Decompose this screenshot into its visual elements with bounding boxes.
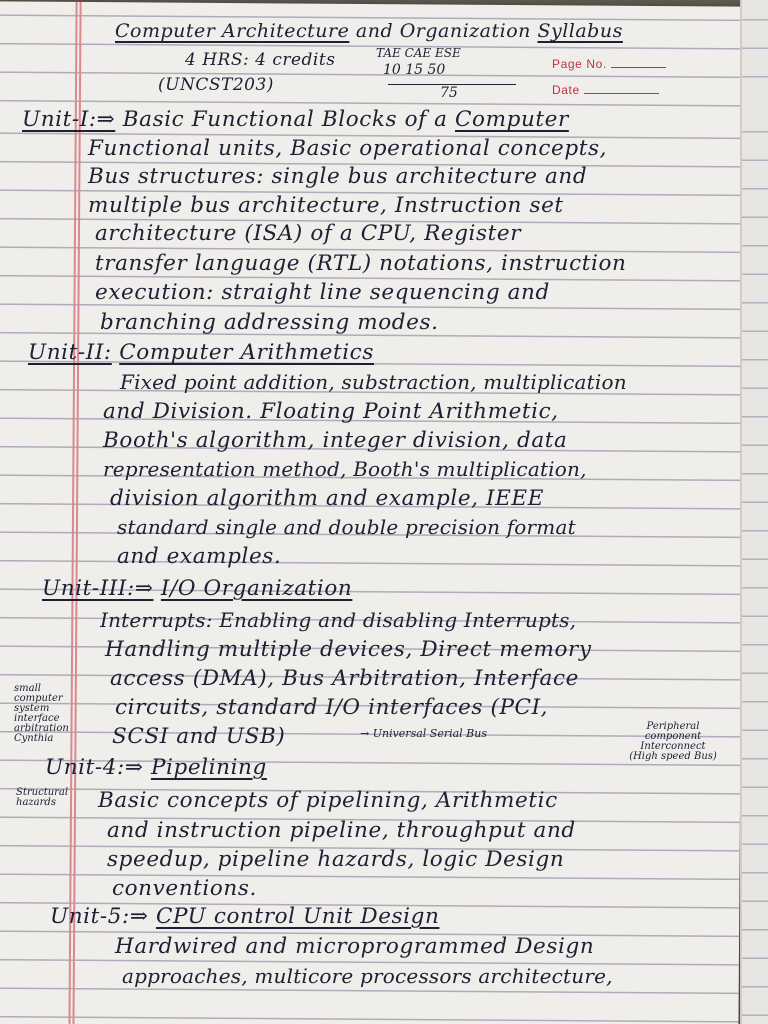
hazard-annotation xyxy=(16,788,91,808)
text-line: Booth's algorithm, integer division, data xyxy=(103,428,568,453)
text-line: Bus structures: single bus architecture and xyxy=(88,164,588,189)
unit-label: Unit-I:⇒ xyxy=(22,107,116,132)
text-line: Hardwired and microprogrammed Design xyxy=(115,934,595,959)
title-part: Syllabus xyxy=(537,20,623,42)
marks-labels: TAE CAE ESE xyxy=(376,46,461,60)
marks-total: 75 xyxy=(440,85,458,101)
text-line: execution: straight line sequencing and xyxy=(95,280,550,305)
unit-label: Unit-5:⇒ xyxy=(50,904,149,929)
unit-label: Unit-II: xyxy=(28,340,112,365)
annotation-line: Interconnect xyxy=(640,741,706,752)
annotation-line: interface xyxy=(14,713,60,724)
text-line: division algorithm and example, IEEE xyxy=(110,486,544,511)
unit-title: Pipelining xyxy=(150,755,267,780)
annotation-line: hazards xyxy=(16,797,56,808)
annotation-line: (High speed Bus) xyxy=(629,751,717,762)
annotation-line: component xyxy=(644,731,702,742)
date-blank xyxy=(584,93,659,94)
unit-label: Unit-III:⇒ xyxy=(42,576,154,601)
annotation-line: Peripheral xyxy=(646,721,700,732)
title-part: and Organization xyxy=(355,20,531,42)
scsi-annotation xyxy=(14,684,86,744)
unit-title: Computer xyxy=(455,107,569,132)
unit-title: CPU control Unit Design xyxy=(155,904,440,929)
unit-3-heading xyxy=(42,576,352,601)
page-no-label: Page No. xyxy=(552,57,607,71)
text-line: Interrupts: Enabling and disabling Interrupts, xyxy=(100,608,577,632)
pci-annotation xyxy=(628,722,718,762)
annotation-line: small xyxy=(14,683,41,694)
title-part: Computer Architecture xyxy=(115,20,350,42)
annotation-line: Cynthia xyxy=(14,733,54,744)
text-line: and instruction pipeline, throughput and xyxy=(107,818,576,843)
course-code: (UNCST203) xyxy=(158,75,274,95)
unit-2-heading xyxy=(28,340,374,365)
annotation-line: arbitration xyxy=(14,723,69,734)
text-line: representation method, Booth's multiplication, xyxy=(103,457,587,481)
syllabus-title xyxy=(115,20,623,42)
unit-label: Unit-4:⇒ xyxy=(45,755,144,780)
page-no-blank xyxy=(611,67,666,68)
annotation-line: computer xyxy=(14,693,63,704)
text-line: and Division. Floating Point Arithmetic, xyxy=(103,399,559,424)
text-line: and examples. xyxy=(117,544,282,569)
text-line: transfer language (RTL) notations, instruction xyxy=(95,251,627,276)
unit-title: Computer Arithmetics xyxy=(119,340,374,365)
marks-values: 10 15 50 xyxy=(383,62,446,78)
unit-title: I/O Organization xyxy=(160,576,353,601)
text-line: conventions. xyxy=(112,876,257,901)
date-field xyxy=(552,83,659,97)
text-line: multiple bus architecture, Instruction set xyxy=(88,193,564,218)
unit-4-heading xyxy=(45,755,267,780)
text-line: Fixed point addition, substraction, multiplication xyxy=(120,370,627,394)
text-line: circuits, standard I/O interfaces (PCI, xyxy=(115,695,549,720)
annotation-line: system xyxy=(14,703,50,714)
text-line: access (DMA), Bus Arbitration, Interface xyxy=(110,666,579,691)
text-line: SCSI and USB) xyxy=(112,724,286,749)
unit-1-heading xyxy=(22,107,569,132)
unit-5-heading xyxy=(50,904,439,929)
text-line: branching addressing modes. xyxy=(100,310,439,335)
text-line: standard single and double precision format xyxy=(117,515,576,539)
text-line: Handling multiple devices, Direct memory xyxy=(105,637,592,662)
text-line: speedup, pipeline hazards, logic Design xyxy=(107,847,565,872)
usb-annotation: → Universal Serial Bus xyxy=(360,727,487,740)
hours-credits: 4 HRS: 4 credits xyxy=(185,50,336,70)
page-no-field xyxy=(552,57,666,71)
date-label: Date xyxy=(552,83,580,97)
text-line: Functional units, Basic operational concepts, xyxy=(88,136,608,161)
text-line: approaches, multicore processors architecture, xyxy=(122,964,613,988)
text-line: Basic concepts of pipelining, Arithmetic xyxy=(98,788,558,813)
text-line: architecture (ISA) of a CPU, Register xyxy=(95,221,522,246)
annotation-line: Structural xyxy=(16,787,69,798)
unit-title: Basic Functional Blocks of a xyxy=(122,107,448,132)
